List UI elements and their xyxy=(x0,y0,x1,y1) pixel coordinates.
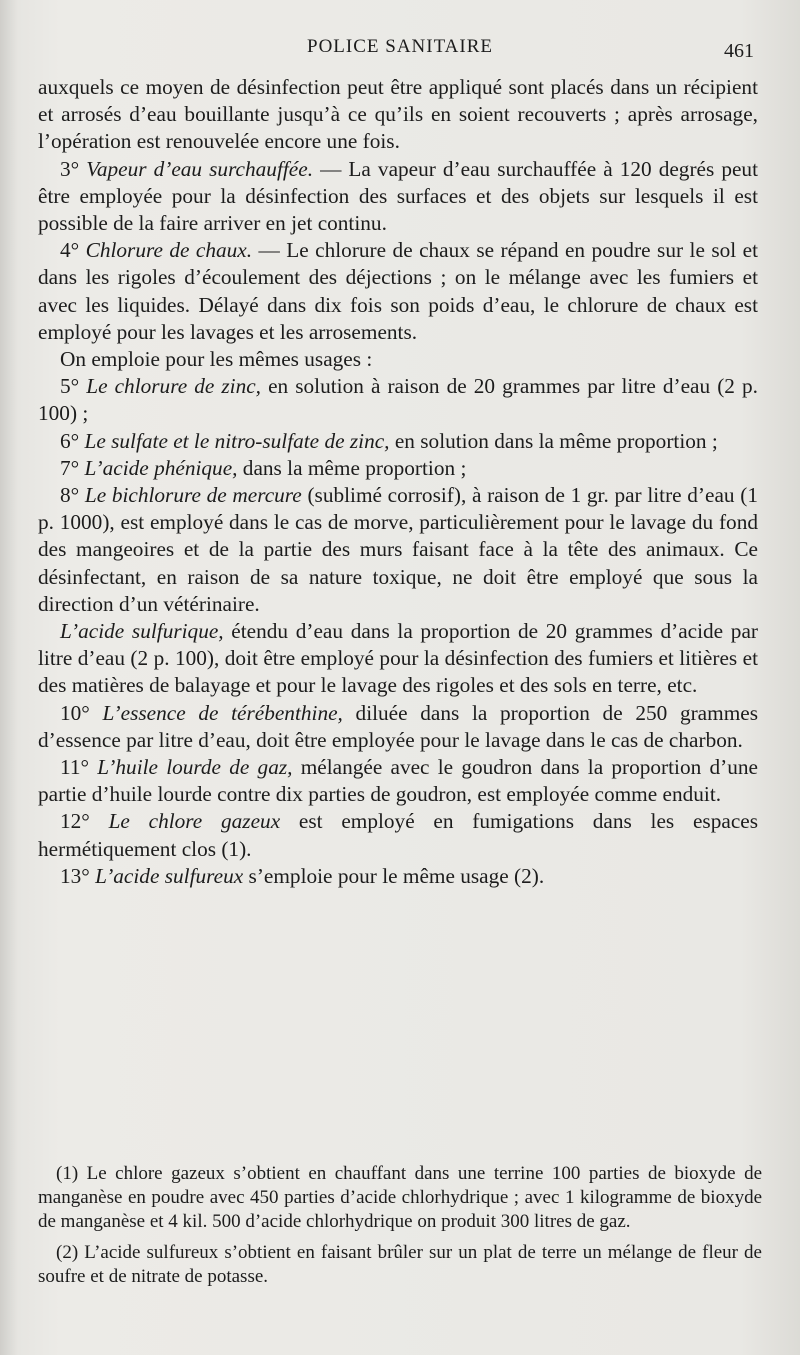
text-run: 4° xyxy=(60,238,86,263)
text-run: — La vapeur d’eau surchauffée à 120 degrés peut être employée pour la désinfection des surfaces et des objets sur lesquels il est possible de la faire arriver en jet continu. xyxy=(38,156,758,236)
paragraph-huile-lourde xyxy=(38,754,758,808)
page-number: 461 xyxy=(724,40,754,62)
italic-term: L’essence de térébenthine, xyxy=(102,700,343,725)
paragraph-vapeur-surchauffee xyxy=(38,156,758,238)
text-run: diluée dans la proportion de 250 grammes d’essence par litre d’eau, doit être employée pour le lavage dans le cas de charbon. xyxy=(38,700,759,752)
paragraph-chlorure-de-zinc xyxy=(38,373,758,427)
text-run: en solution dans la même proportion ; xyxy=(389,428,718,453)
text-run: (sublimé corrosif), à raison de 1 gr. par litre d’eau (1 p. 1000), est employé dans le cas de morve, particulièrement pour le lavage du fond des mangeoires et de la partie des murs faisant face à la tête des animaux. Ce désinfectant, en raison de sa nature toxique, ne doit être employé que sous la direction d’un vétérinaire. xyxy=(38,483,758,616)
paragraph-acide-sulfureux xyxy=(38,863,758,890)
italic-term: L’huile lourde de gaz, xyxy=(97,755,293,780)
italic-term: L’acide sulfureux xyxy=(95,863,244,888)
italic-term: L’acide sulfurique, xyxy=(60,619,224,644)
text-run: 12° xyxy=(60,809,109,834)
italic-term: Le chlore gazeux xyxy=(108,809,281,834)
text-run: 6° xyxy=(60,428,85,453)
text-run: est employé en fumigations dans les espaces hermétiquement clos (1). xyxy=(38,809,759,861)
paragraph-continuation xyxy=(38,74,758,156)
paragraph-sulfate-de-zinc xyxy=(38,428,758,455)
text-run: 11° xyxy=(60,755,98,780)
text-run: 10° xyxy=(60,700,103,725)
italic-term: Vapeur d’eau surchauffée. xyxy=(86,156,314,181)
running-title: POLICE SANITAIRE xyxy=(307,36,493,57)
text-run: mélangée avec le goudron dans la proportion d’une partie d’huile lourde contre dix parties de goudron, est employée comme enduit. xyxy=(38,755,758,807)
footnote-1 xyxy=(38,1162,762,1235)
text-run: auxquels ce moyen de désinfection peut être appliqué sont placés dans un récipient et arrosés d’eau bouillante jusqu’à ce qu’ils en soient recouverts ; après arrosage, l’opération est renouvelée encore une fois. xyxy=(38,75,758,154)
text-run: On emploie pour les mêmes usages : xyxy=(60,347,373,372)
text-run: 3° xyxy=(60,156,87,181)
text-run: 8° xyxy=(60,483,85,508)
text-run: étendu d’eau dans la proportion de 20 grammes d’acide par litre d’eau (2 p. 100), doit être employé pour la désinfection des fumiers et litières et des matières de balayage et pour le lavage des rigoles et des sols en terre, etc. xyxy=(38,619,758,698)
paragraph-intro-usages xyxy=(38,346,758,373)
page-header xyxy=(40,36,760,64)
text-run: s’emploie pour le même usage (2). xyxy=(243,863,545,888)
footnote-2 xyxy=(38,1241,762,1289)
paragraph-acide-sulfurique xyxy=(38,618,758,700)
text-run: (1) Le chlore gazeux s’obtient en chauffant dans une terrine 100 parties de bioxyde de manganèse en poudre avec 450 parties d’acide chlorhydrique ; avec 1 kilogramme de bioxyde de manganèse et 4 kil. 500 d’acide chlorhydrique on produit 300 litres de gaz. xyxy=(38,1163,762,1233)
text-run: (2) L’acide sulfureux s’obtient en faisant brûler sur un plat de terre un mélange de fleur de soufre et de nitrate de potasse. xyxy=(38,1241,762,1287)
italic-term: Le bichlorure de mercure xyxy=(84,483,302,508)
paragraph-acide-phenique xyxy=(38,455,758,482)
text-run: 13° xyxy=(60,863,96,888)
footnotes xyxy=(38,1162,762,1289)
paragraph-essence-terebenthine xyxy=(38,700,758,754)
paragraph-chlore-gazeux xyxy=(38,808,758,862)
italic-term: Le chlorure de zinc, xyxy=(86,374,262,399)
text-run: en solution à raison de 20 grammes par litre d’eau (2 p. 100) ; xyxy=(38,374,758,426)
body-text xyxy=(38,74,758,890)
italic-term: L’acide phénique, xyxy=(84,455,238,480)
text-run: dans la même proportion ; xyxy=(237,455,467,480)
text-run: 5° xyxy=(60,374,87,399)
italic-term: Chlorure de chaux. xyxy=(85,238,253,263)
text-run: 7° xyxy=(60,455,85,480)
paragraph-chlorure-de-chaux xyxy=(38,237,758,346)
italic-term: Le sulfate et le nitro-sulfate de zinc, xyxy=(84,428,390,453)
text-run: — Le chlorure de chaux se répand en poudre sur le sol et dans les rigoles d’écoulement des déjections ; on le mélange avec les fumiers et avec les liquides. Délayé dans dix fois son poids d’eau, le chlorure de chaux est employé pour les lavages et les arrosements. xyxy=(38,238,758,344)
paragraph-bichlorure-de-mercure xyxy=(38,482,758,618)
